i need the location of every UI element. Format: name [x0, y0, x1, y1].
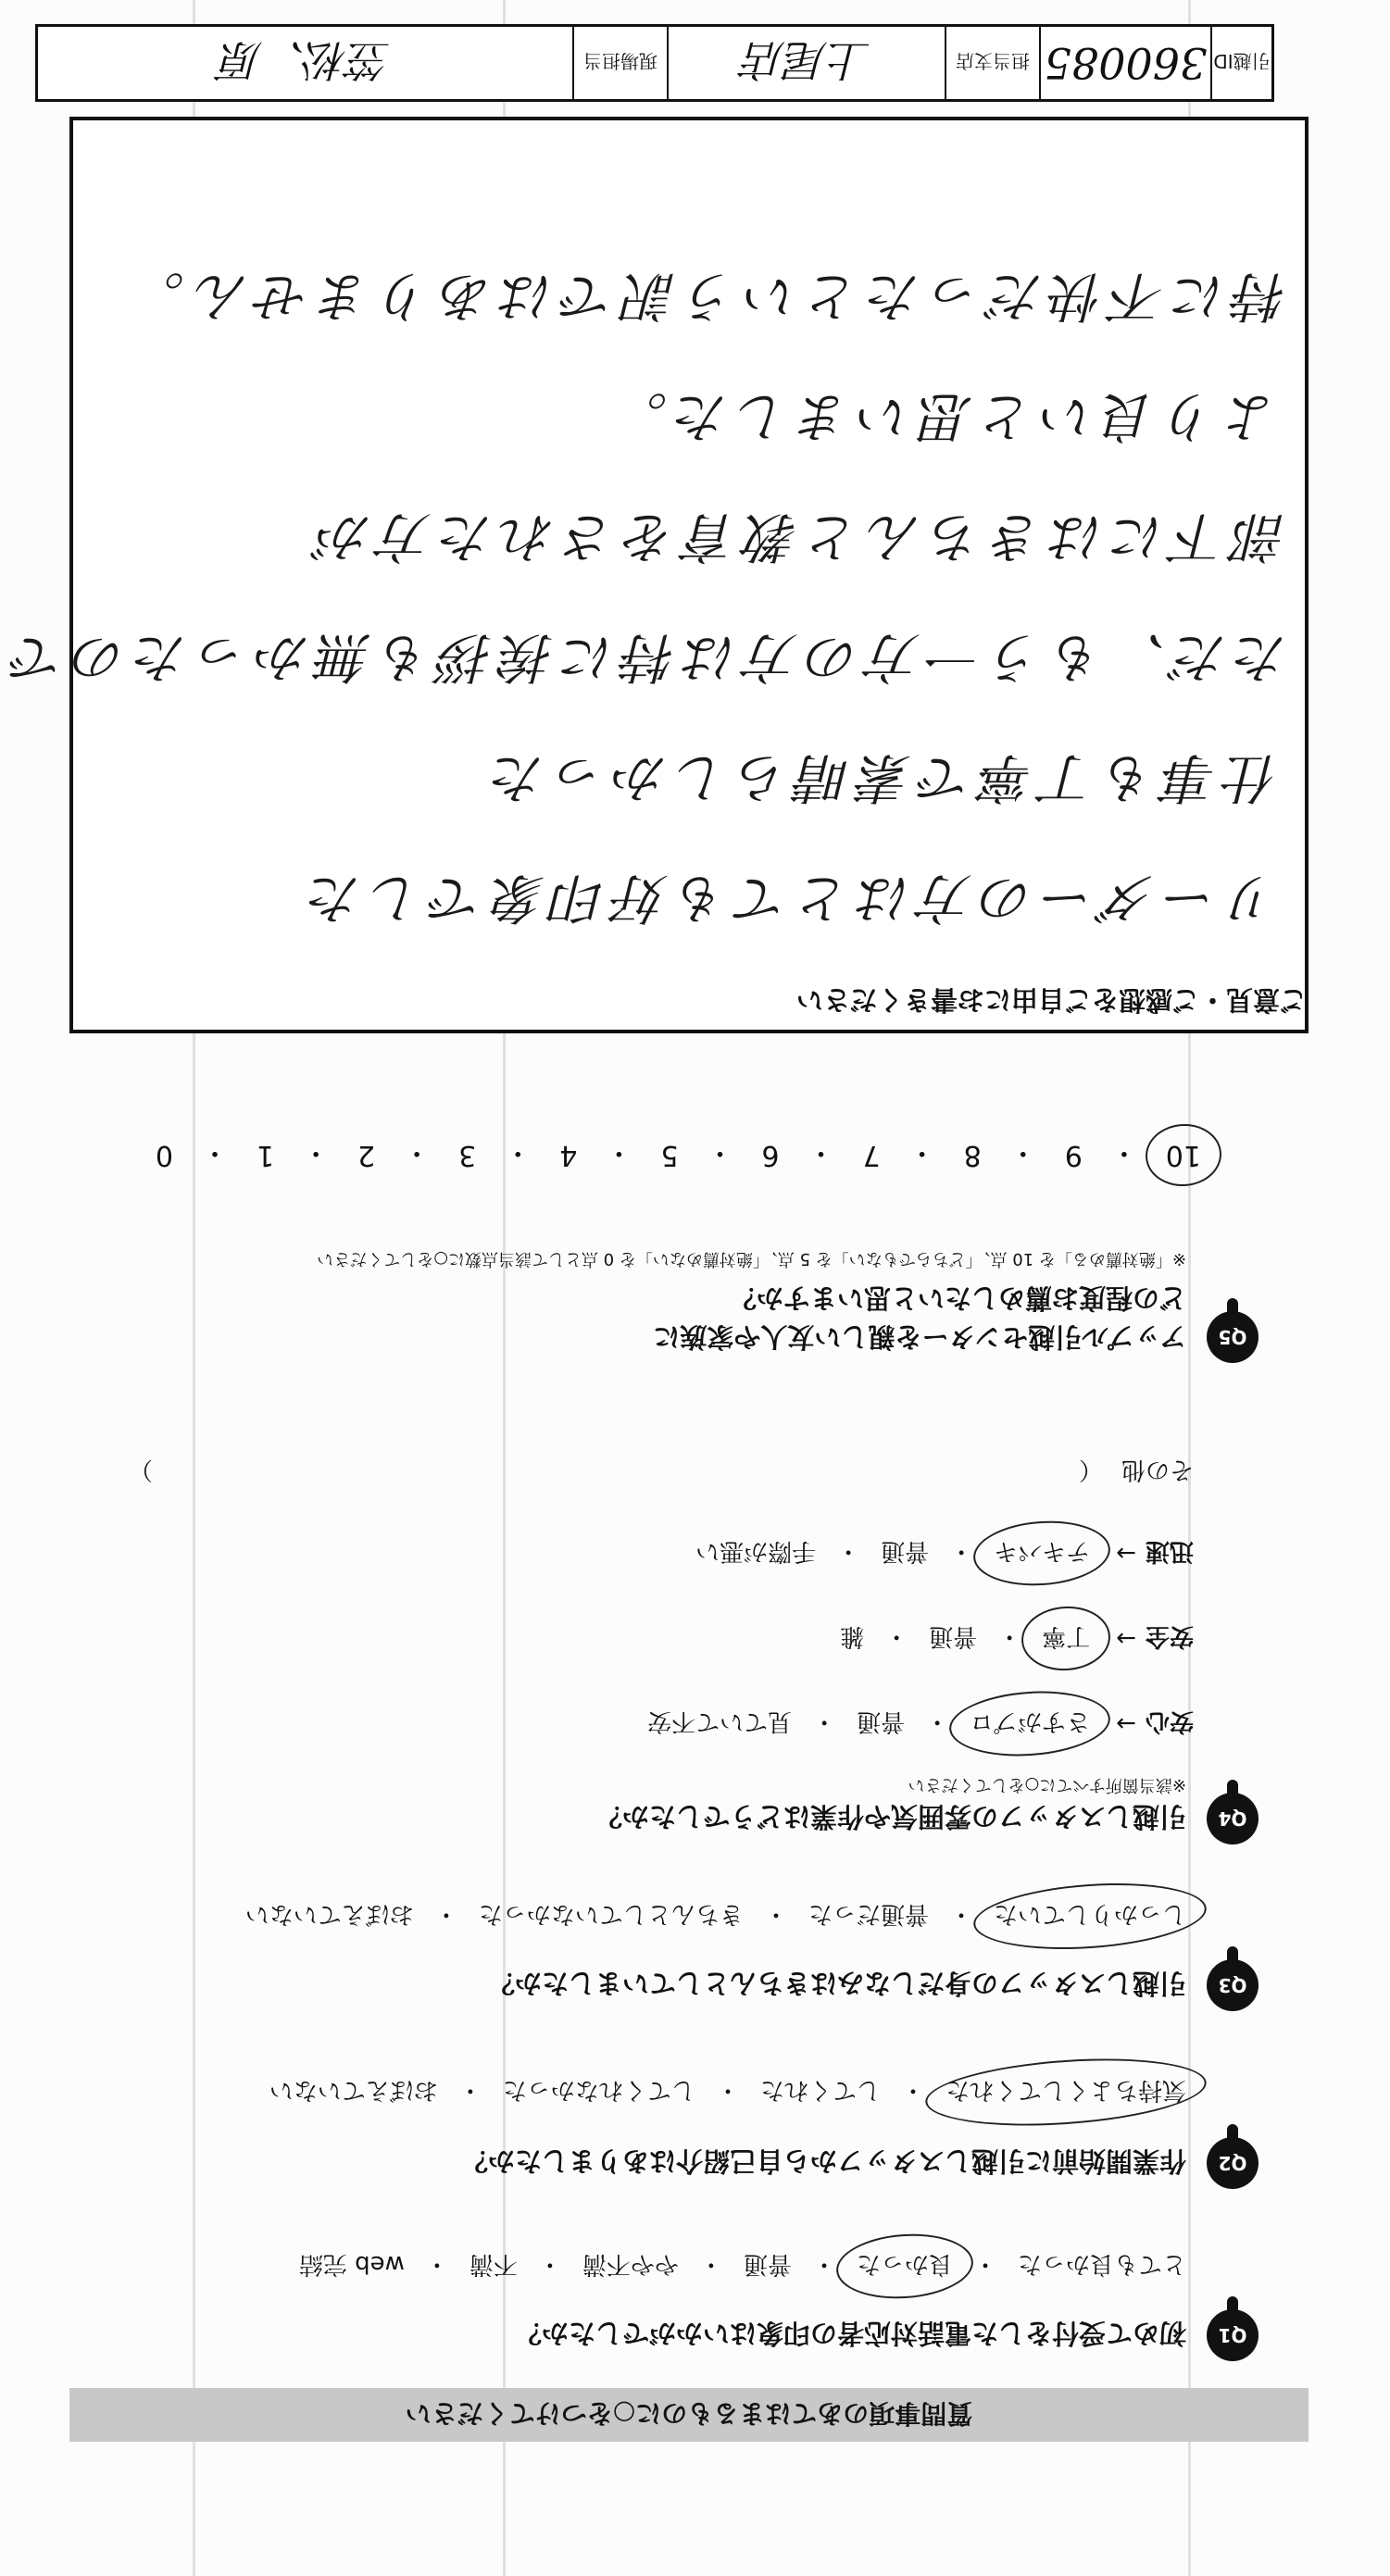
id-label: 引越ID: [1210, 27, 1271, 99]
q5-text-line1: アップル引越センターを親しい友人や家族に: [653, 1321, 1186, 1353]
q2-badge: Q2: [1207, 2137, 1259, 2189]
section-title: 質問事項のあてはまるものに○をつけてください: [69, 2388, 1309, 2442]
q4-badge: Q4: [1207, 1793, 1259, 1844]
comment-line: 部下にはきちんと教育をされた方が: [309, 506, 1288, 569]
arrow-icon: →: [1116, 1539, 1136, 1568]
q4-option[interactable]: 雑: [840, 1622, 865, 1650]
q5-score[interactable]: 3: [458, 1139, 477, 1172]
q2-option[interactable]: おぼえていない: [269, 2076, 438, 2104]
q1-option[interactable]: 不満: [469, 2250, 518, 2278]
q1-option[interactable]: web 完結: [298, 2250, 405, 2278]
q5-score[interactable]: 6: [761, 1139, 780, 1172]
q4-option[interactable]: 手際が悪い: [695, 1537, 817, 1565]
q3-option[interactable]: おぼえていない: [244, 1900, 414, 1928]
q1-text: 初めて受付をした電話対応者の印象はいかがでしたか？: [514, 2318, 1186, 2349]
q1-option[interactable]: 普通: [743, 2250, 792, 2278]
q5-score[interactable]: 8: [963, 1139, 982, 1172]
q1-option[interactable]: やや不満: [582, 2250, 679, 2278]
q2-option[interactable]: してくれた: [759, 2076, 881, 2104]
q5-text-line2: どの程度お薦めしたいと思いますか？: [729, 1282, 1186, 1314]
q3-option[interactable]: きちんとしていなかった: [478, 1900, 744, 1928]
comment-line: 特に不快だったという訳ではありません。: [123, 265, 1288, 328]
q4-option[interactable]: 見ていて不安: [647, 1707, 793, 1735]
q4-option[interactable]: 普通: [881, 1537, 930, 1565]
id-value: 360085: [1039, 27, 1210, 99]
q1-badge: Q1: [1207, 2309, 1259, 2361]
q5-score[interactable]: 7: [862, 1139, 881, 1172]
staff-value: 笠松、原: [219, 35, 391, 85]
q4-option[interactable]: 普通: [857, 1707, 906, 1735]
comment-title: ご意見・ご感想をご自由にお書きください: [795, 984, 1307, 1016]
q1-option[interactable]: とても良かった: [1017, 2250, 1186, 2278]
staff-label: 現場担当: [572, 27, 667, 99]
header-table: [35, 24, 1274, 102]
q4-row-label: 迅速: [1145, 1537, 1194, 1565]
q1-options: とても良かった ・ 良かった ・ 普通 ・ やや不満 ・ 不満 ・ web 完結: [292, 2245, 1194, 2287]
q5-score[interactable]: 2: [357, 1139, 376, 1172]
q3-option-selected[interactable]: しっかりしていた: [986, 1895, 1194, 1937]
q4-option-selected[interactable]: さすがプロ: [962, 1703, 1097, 1744]
comment-line: より良いと思いました。: [606, 385, 1279, 448]
q5-score[interactable]: 4: [559, 1139, 578, 1172]
q3-text: 引越しスタッフの身だしなみはきちんとしていましたか？: [487, 1968, 1186, 1999]
q4-row-anshin: 安心 → さすがプロ ・ 普通 ・ 見ていて不安: [640, 1703, 1194, 1744]
comment-line: リーダーの方はとても好印象でした: [300, 867, 1279, 930]
q5-note: ※「絶対薦める」を 10 点、「どちらでもない」を 5 点、「絶対薦めない」を 0 点として該当点数に○をしてください: [317, 1249, 1186, 1269]
q4-option[interactable]: 普通: [929, 1622, 978, 1650]
q4-row-anzen: 安全 → 丁寧 ・ 普通 ・ 雑: [833, 1618, 1194, 1659]
q4-row-label: 安心: [1145, 1707, 1194, 1735]
q2-options: 気持ちよくしてくれた ・ してくれた ・ してくれなかった ・ おぼえていない: [262, 2071, 1194, 2113]
q3-badge: Q3: [1207, 1959, 1259, 2011]
q5-score[interactable]: 9: [1064, 1139, 1083, 1172]
q3-option[interactable]: 普通だった: [808, 1900, 929, 1928]
q5-badge: Q5: [1207, 1311, 1259, 1363]
q2-option[interactable]: してくれなかった: [502, 2076, 695, 2104]
q2-text: 作業開始前に引越しスタッフから自己紹介はありましたか？: [460, 2145, 1186, 2177]
q4-other-row: [101, 1455, 1194, 1489]
q5-score[interactable]: 0: [155, 1139, 173, 1172]
q1-option-selected[interactable]: 良かった: [849, 2245, 960, 2287]
q4-row-label: 安全: [1145, 1622, 1194, 1650]
q4-other-close: ）: [128, 1456, 153, 1483]
comment-line: 仕事も丁寧で素晴らしかった: [483, 746, 1279, 809]
q4-other-label: その他: [1121, 1456, 1194, 1483]
q5-scale: 10 ・ 9 ・ 8 ・ 7 ・ 6 ・ 5 ・ 4 ・ 3 ・ 2 ・ 1 ・ 0: [148, 1135, 1208, 1176]
q4-note: ※該当箇所すべてに○をしてください: [908, 1775, 1186, 1794]
q3-options: しっかりしていた ・ 普通だった ・ きちんとしていなかった ・ おぼえていない: [238, 1895, 1194, 1937]
arrow-icon: →: [1116, 1709, 1136, 1738]
q4-row-jinsoku: 迅速 → テキパキ ・ 普通 ・ 手際が悪い: [688, 1532, 1194, 1574]
q5-score-selected[interactable]: 10: [1158, 1136, 1208, 1176]
q4-option-selected[interactable]: テキパキ: [986, 1532, 1097, 1574]
store-label: 担当支店: [945, 27, 1039, 99]
arrow-icon: →: [1116, 1624, 1136, 1653]
q2-option-selected[interactable]: 気持ちよくしてくれた: [938, 2071, 1194, 2113]
q5-score[interactable]: 5: [660, 1139, 679, 1172]
q4-option-selected[interactable]: 丁寧: [1034, 1618, 1097, 1659]
q4-other-open: （: [1078, 1456, 1103, 1483]
q5-score[interactable]: 1: [256, 1139, 275, 1172]
comment-line: ただ、もう一方の方は特に挨拶も無かったので: [4, 626, 1288, 689]
q4-text: 引越しスタッフの雰囲気や作業はどうでしたか？: [595, 1801, 1186, 1832]
store-value: 上尾店: [667, 27, 945, 99]
